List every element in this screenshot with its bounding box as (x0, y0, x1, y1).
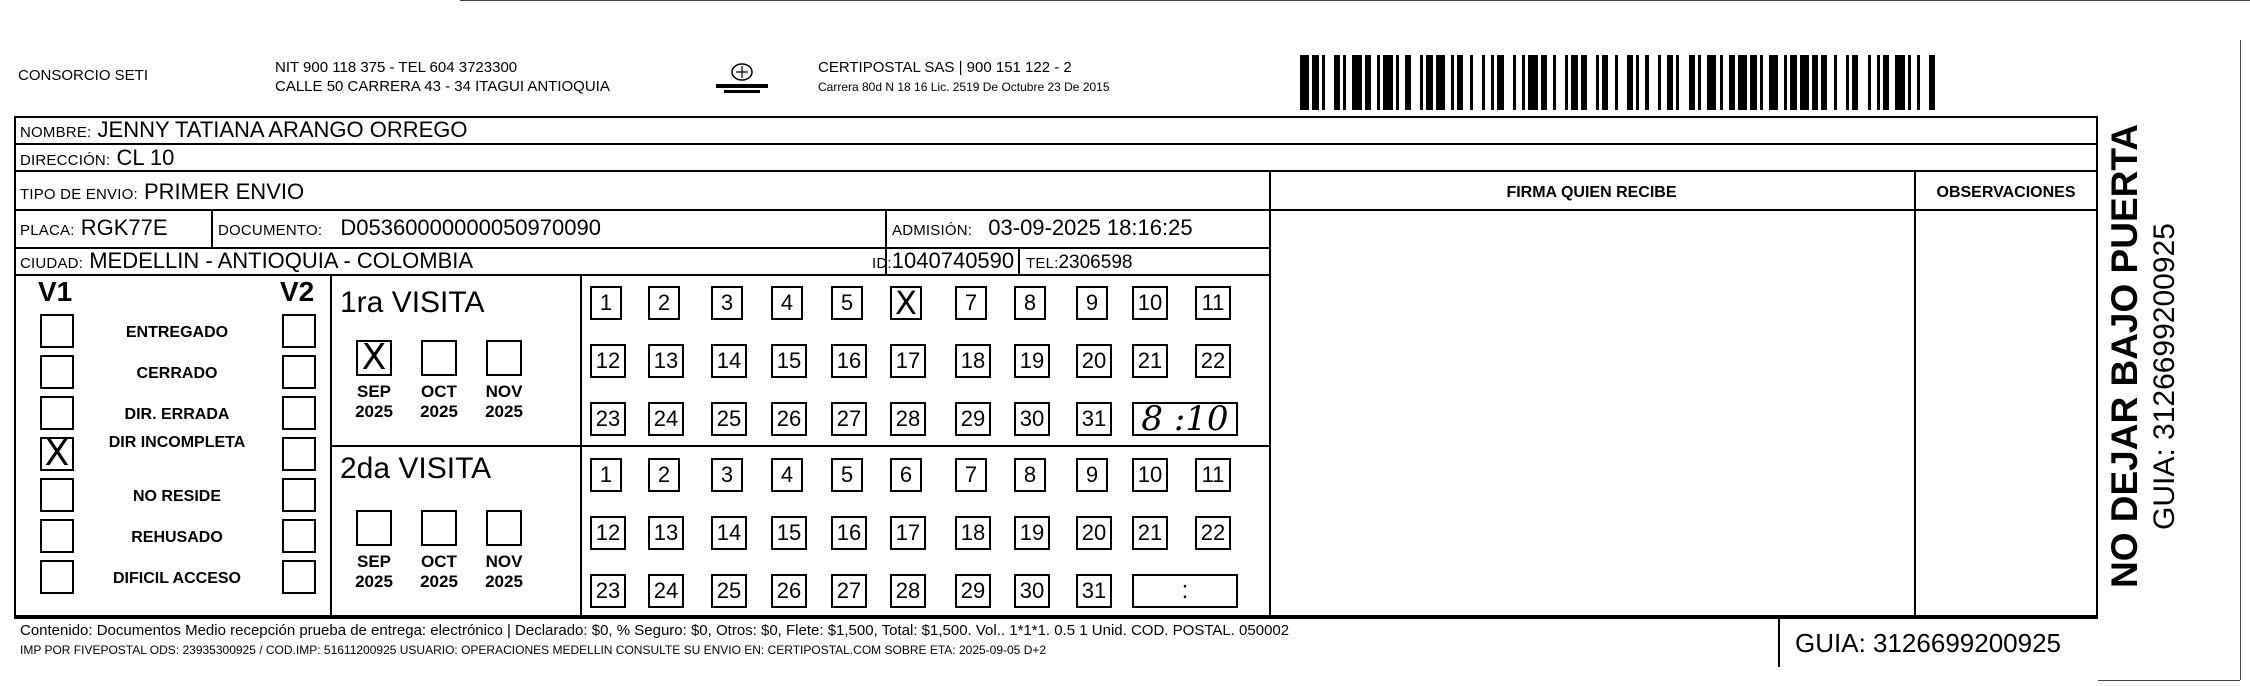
barcode-space (1649, 55, 1658, 110)
barcode-space (1858, 55, 1867, 110)
ciudad-label: CIUDAD: (20, 255, 84, 272)
day-box[interactable]: 10 (1132, 286, 1168, 320)
v2-checkbox[interactable] (282, 355, 316, 389)
v1-checkbox[interactable] (40, 478, 74, 512)
nombre-label: NOMBRE: (20, 124, 92, 141)
day-box[interactable]: 16 (831, 344, 867, 378)
barcode-bar (1528, 55, 1537, 110)
day-box[interactable]: 4 (771, 286, 803, 320)
admision-label: ADMISIÓN: (892, 222, 973, 239)
v2-checkbox[interactable] (282, 519, 316, 553)
barcode-space (1325, 55, 1334, 110)
barcode-bar (1769, 55, 1778, 110)
day-box[interactable]: 17 (890, 344, 926, 378)
day-box[interactable]: 4 (771, 458, 803, 492)
day-box[interactable]: 6 (890, 458, 922, 492)
col-divider (1778, 617, 1780, 667)
status-label: NO RESIDE (132, 488, 221, 505)
day-box[interactable]: 8 (1014, 458, 1046, 492)
day-box[interactable]: 25 (711, 574, 747, 608)
placa-label: PLACA: (20, 222, 75, 239)
tel-value: 2306598 (1058, 252, 1133, 273)
month-label: NOV 2025 (485, 552, 523, 591)
month-checkbox-sep[interactable]: X (356, 340, 392, 376)
nit-line-2: CALLE 50 CARRERA 43 - 34 ITAGUI ANTIOQUIA (275, 78, 610, 95)
v1-label: V1 (38, 276, 73, 307)
top-rule (460, 0, 2250, 1)
day-box[interactable]: 14 (711, 516, 747, 550)
v1-checkbox[interactable] (40, 560, 74, 594)
certipostal-line-2: Carrera 80d N 18 16 Lic. 2519 De Octubre 23 De 2015 (818, 80, 1110, 94)
first-visit-title: 1ra VISITA (340, 286, 485, 319)
barcode-space (1935, 55, 1938, 110)
tel-label: TEL: (1026, 255, 1059, 272)
time-box[interactable]: : (1132, 574, 1238, 608)
tipo-envio-value: PRIMER ENVIO (143, 179, 305, 204)
v1-checkbox[interactable] (40, 355, 74, 389)
v1-checkbox[interactable]: X (40, 437, 74, 471)
direccion-label: DIRECCIÓN: (20, 152, 111, 169)
tipo-envio-field (20, 180, 304, 207)
day-box[interactable]: 19 (1014, 516, 1050, 550)
nombre-field (20, 118, 468, 145)
day-box[interactable]: 27 (831, 402, 867, 436)
month-label: SEP 2025 (355, 382, 393, 421)
side-guia: GUIA: 3126699200925 (2148, 223, 2181, 530)
v1-checkbox[interactable] (40, 519, 74, 553)
day-box[interactable]: 31 (1076, 574, 1112, 608)
placa-field (20, 216, 168, 243)
id-field (872, 249, 1014, 276)
v2-label: V2 (280, 276, 315, 307)
day-box[interactable]: 15 (771, 344, 807, 378)
day-box[interactable]: X (890, 286, 922, 320)
day-box[interactable]: 13 (648, 516, 684, 550)
day-box[interactable]: 21 (1132, 344, 1168, 378)
col-divider (1914, 170, 1916, 617)
barcode-space (1411, 55, 1420, 110)
barcode-bar (1436, 55, 1445, 110)
day-box[interactable]: 31 (1076, 402, 1112, 436)
day-box[interactable]: 10 (1132, 458, 1168, 492)
second-visit-title: 2da VISITA (340, 452, 492, 485)
firma-header: FIRMA QUIEN RECIBE (1506, 184, 1677, 201)
day-box[interactable]: 16 (831, 516, 867, 550)
documento-field (218, 216, 601, 243)
documento-value: D05360000000050970090 (340, 215, 601, 240)
v2-checkbox[interactable] (282, 478, 316, 512)
day-box[interactable]: 3 (711, 286, 743, 320)
direccion-field (20, 146, 174, 173)
v2-checkbox[interactable] (282, 437, 316, 471)
barcode-space (1556, 55, 1565, 110)
day-box[interactable]: 15 (771, 516, 807, 550)
day-box[interactable]: 13 (648, 344, 684, 378)
day-box[interactable]: 7 (955, 458, 987, 492)
row-divider (14, 170, 2098, 172)
month-label: SEP 2025 (355, 552, 393, 591)
col-divider (211, 209, 213, 247)
month-checkbox-nov[interactable] (486, 510, 522, 546)
visit-divider (330, 445, 1269, 447)
certipostal-line-1: CERTIPOSTAL SAS | 900 151 122 - 2 (818, 59, 1072, 76)
day-box[interactable]: 11 (1195, 286, 1231, 320)
v2-checkbox[interactable] (282, 560, 316, 594)
nit-line-1: NIT 900 118 375 - TEL 604 3723300 (275, 59, 518, 76)
day-box[interactable]: 26 (771, 402, 807, 436)
status-label: DIR INCOMPLETA (108, 434, 246, 451)
day-box[interactable]: 24 (648, 574, 684, 608)
barcode-bar (1707, 55, 1716, 110)
status-label: DIFICIL ACCESO (112, 570, 241, 587)
day-box[interactable]: 9 (1076, 458, 1108, 492)
barcode-bar (1383, 55, 1392, 110)
day-box[interactable]: 28 (890, 574, 926, 608)
day-box[interactable]: 14 (711, 344, 747, 378)
status-label: DIR. ERRADA (124, 406, 230, 423)
nombre-value: JENNY TATIANA ARANGO ORREGO (97, 117, 468, 142)
no-dejar-bajo-puerta: NO DEJAR BAJO PUERTA (2104, 124, 2145, 588)
placa-value: RGK77E (80, 215, 168, 240)
day-box[interactable]: 19 (1014, 344, 1050, 378)
v2-checkbox[interactable] (282, 314, 316, 348)
day-box[interactable]: 12 (590, 516, 626, 550)
footer-guia: GUIA: 3126699200925 (1795, 628, 2061, 658)
documento-label: DOCUMENTO: (218, 222, 323, 239)
v2-checkbox[interactable] (282, 396, 316, 430)
day-box[interactable]: 25 (711, 402, 747, 436)
day-box[interactable]: 8 (1014, 286, 1046, 320)
day-box[interactable]: 17 (890, 516, 926, 550)
day-box[interactable]: 3 (711, 458, 743, 492)
outer-bottom-edge (2098, 680, 2240, 681)
day-box[interactable]: 22 (1195, 344, 1231, 378)
day-box[interactable]: 20 (1076, 344, 1112, 378)
status-label: CERRADO (136, 365, 218, 382)
day-box[interactable]: 30 (1014, 402, 1050, 436)
day-box[interactable]: 21 (1132, 516, 1168, 550)
day-box[interactable]: 29 (955, 574, 991, 608)
day-box[interactable]: 24 (648, 402, 684, 436)
observaciones-header: OBSERVACIONES (1936, 184, 2076, 201)
barcode-bar (1352, 55, 1361, 110)
day-box[interactable]: 29 (955, 402, 991, 436)
day-box[interactable]: 20 (1076, 516, 1112, 550)
barcode-bar (1300, 55, 1309, 110)
day-box[interactable]: 1 (590, 286, 622, 320)
day-box[interactable]: 23 (590, 402, 626, 436)
v1-checkbox[interactable] (40, 314, 74, 348)
row-divider (14, 617, 2098, 619)
admision-value: 03-09-2025 18:16:25 (988, 215, 1193, 240)
v1-checkbox[interactable] (40, 396, 74, 430)
day-box[interactable]: 22 (1195, 516, 1231, 550)
ciudad-field (20, 249, 473, 276)
time-box[interactable]: 8 :10 (1132, 402, 1238, 436)
day-box[interactable]: 30 (1014, 574, 1050, 608)
day-box[interactable]: 5 (831, 458, 863, 492)
status-label: REHUSADO (131, 529, 223, 546)
barcode-bar (1738, 55, 1747, 110)
barcode (1300, 55, 1940, 110)
day-box[interactable]: 27 (831, 574, 867, 608)
month-checkbox-oct[interactable] (421, 510, 457, 546)
month-label: OCT 2025 (420, 552, 458, 591)
row-divider (14, 209, 2098, 211)
certipostal-logo (712, 60, 772, 96)
month-label: NOV 2025 (485, 382, 523, 421)
month-checkbox-sep[interactable] (356, 510, 392, 546)
day-box[interactable]: 18 (955, 344, 991, 378)
company-name: CONSORCIO SETI (18, 67, 149, 84)
day-box[interactable]: 26 (771, 574, 807, 608)
col-divider (1018, 247, 1020, 274)
month-label: OCT 2025 (420, 382, 458, 421)
admision-field (892, 216, 1193, 243)
day-box[interactable]: 7 (955, 286, 987, 320)
footer-line-1: Contenido: Documentos Medio recepción prueba de entrega: electrónico | Declarado: $0, % Seguro: $0, Otros: $0, Flete: $1,500, Total: $1,500. Vol.. 1*1*1. 0.5 1 Unid. COD. POSTAL. 050002 (20, 622, 1290, 639)
month-checkbox-oct[interactable] (421, 340, 457, 376)
barcode-space (1679, 55, 1688, 110)
month-checkbox-nov[interactable] (486, 340, 522, 376)
day-box[interactable]: 11 (1195, 458, 1231, 492)
day-box[interactable]: 2 (648, 286, 680, 320)
barcode-bar (1895, 55, 1904, 110)
day-box[interactable]: 23 (590, 574, 626, 608)
tel-field (1026, 251, 1132, 276)
tipo-envio-label: TIPO DE ENVIO: (20, 186, 138, 203)
outer-right-edge (2240, 40, 2241, 680)
barcode-space (1618, 55, 1627, 110)
day-box[interactable]: 9 (1076, 286, 1108, 320)
status-label: ENTREGADO (125, 324, 229, 341)
day-box[interactable]: 1 (590, 458, 622, 492)
day-box[interactable]: 5 (831, 286, 863, 320)
barcode-space (1920, 55, 1929, 110)
direccion-value: CL 10 (116, 145, 175, 170)
barcode-space (1473, 55, 1482, 110)
barcode-space (1837, 55, 1846, 110)
day-box[interactable]: 2 (648, 458, 680, 492)
id-value: 1040740590 (891, 248, 1015, 273)
col-divider (1269, 170, 1271, 617)
day-box[interactable]: 18 (955, 516, 991, 550)
id-label: ID: (872, 255, 892, 272)
ciudad-value: MEDELLIN - ANTIOQUIA - COLOMBIA (89, 248, 474, 273)
barcode-space (1504, 55, 1513, 110)
barcode-bar (1800, 55, 1809, 110)
day-box[interactable]: 28 (890, 402, 926, 436)
day-box[interactable]: 12 (590, 344, 626, 378)
footer-line-2: IMP POR FIVEPOSTAL ODS: 23935300925 / COD.IMP: 51611200925 USUARIO: OPERACIONES MEDELLIN CONSULTE SU ENVIO EN: CERTIPOSTAL.COM SOBRE ETA: 2025-09-05 D+2 (20, 643, 1047, 657)
barcode-space (1587, 55, 1596, 110)
